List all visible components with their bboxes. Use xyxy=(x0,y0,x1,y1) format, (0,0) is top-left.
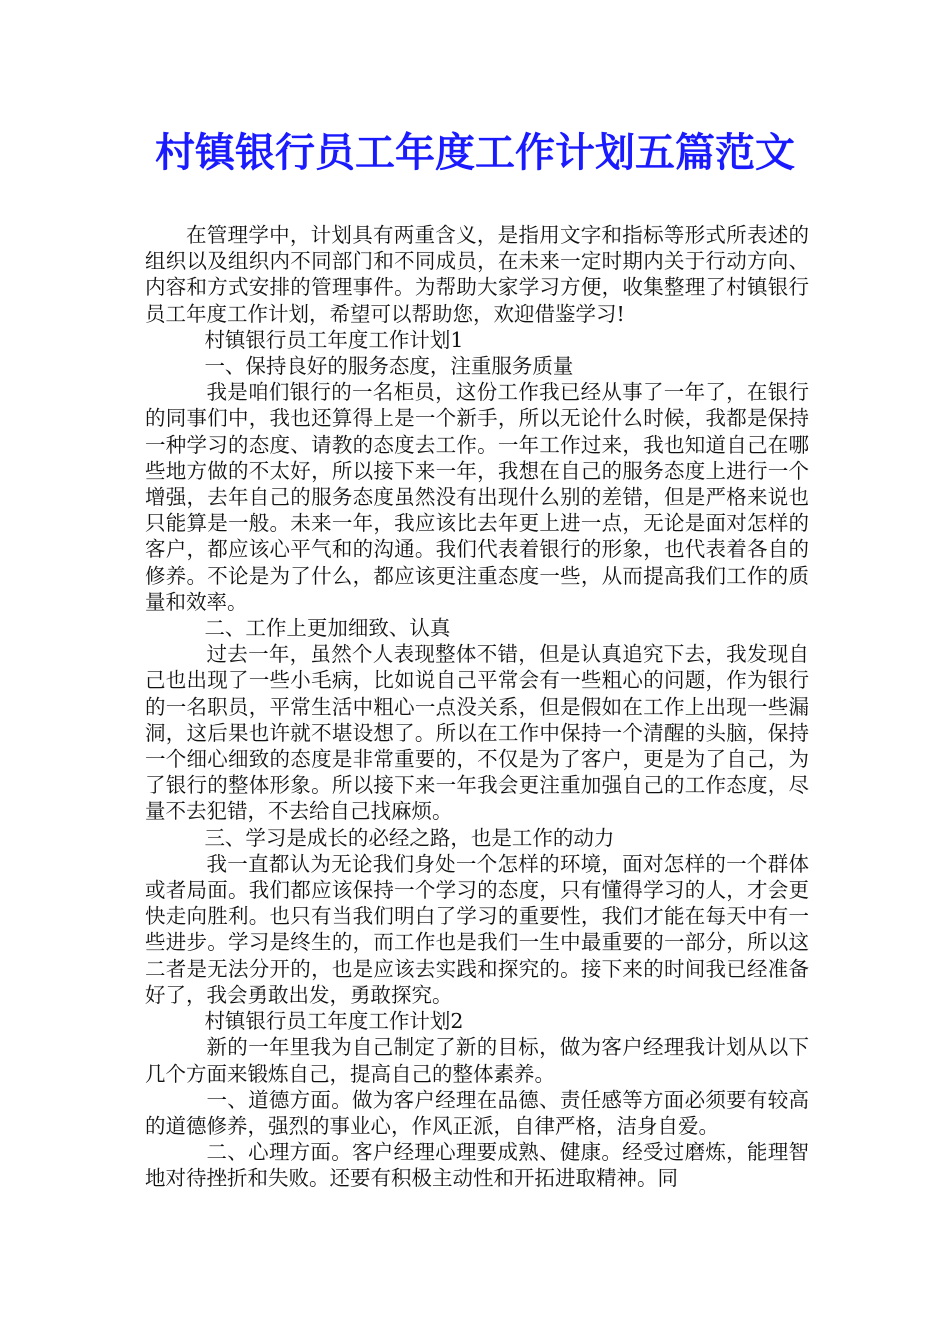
section-heading-plan-1: 村镇银行员工年度工作计划1 xyxy=(204,327,464,352)
subheading-careful-work: 二、工作上更加细致、认真 xyxy=(204,616,451,641)
paragraph-plan-2-intro: 新的一年里我为自己制定了新的目标，做为客户经理我计划从以下几个方面来锻炼自己，提高自己的整体素养。 xyxy=(145,1035,809,1086)
paragraph-learning: 我一直都认为无论我们身处一个怎样的环境，面对怎样的一个群体或者局面。我们都应该保持一个学习的态度，只有懂得学习的人，才会更快走向胜利。也只有当我们明白了学习的重要性，我们才能在每天中有一些进步。学习是终生的，而工作也是我们一生中最重要的一部分，所以这二者是无法分开的，也是应该去实践和探究的。接下来的时间我已经准备好了，我会勇敢出发，勇敢探究。 xyxy=(145,851,809,1007)
paragraph-morality: 一、道德方面。做为客户经理在品德、责任感等方面必须要有较高的道德修养，强烈的事业心，作风正派，自律严格，洁身自爱。 xyxy=(145,1087,809,1138)
paragraph-service-attitude: 我是咱们银行的一名柜员，这份工作我已经从事了一年了，在银行的同事们中，我也还算得上是一个新手，所以无论什么时候，我都是保持一种学习的态度、请教的态度去工作。一年工作过来，我也知道自己在哪些地方做的不太好，所以接下来一年，我想在自己的服务态度上进行一个增强，去年自己的服务态度虽然没有出现什么别的差错，但是严格来说也只能算是一般。未来一年，我应该比去年更上进一点，无论是面对怎样的客户，都应该心平气和的沟通。我们代表着银行的形象，也代表着各自的修养。不论是为了什么，都应该更注重态度一些，从而提高我们工作的质量和效率。 xyxy=(145,380,809,614)
document-body xyxy=(145,222,809,1192)
subheading-learning: 三、学习是成长的必经之路，也是工作的动力 xyxy=(204,825,615,850)
document-title: 村镇银行员工年度工作计划五篇范文 xyxy=(155,129,795,176)
paragraph-psychology: 二、心理方面。客户经理心理要成熟、健康。经受过磨炼，能理智地对待挫折和失败。还要有积极主动性和开拓进取精神。同 xyxy=(145,1140,809,1191)
subheading-service-attitude: 一、保持良好的服务态度，注重服务质量 xyxy=(204,354,574,379)
intro-paragraph: 在管理学中，计划具有两重含义，是指用文字和指标等形式所表述的组织以及组织内不同部门和不同成员，在未来一定时期内关于行动方向、内容和方式安排的管理事件。为帮助大家学习方便，收集整理了村镇银行员工年度工作计划，希望可以帮助您，欢迎借鉴学习! xyxy=(145,223,809,326)
paragraph-careful-work: 过去一年，虽然个人表现整体不错，但是认真追究下去，我发现自己也出现了一些小毛病，比如说自己平常会有一些粗心的问题，作为银行的一名职员，平常生活中粗心一点没关系，但是假如在工作上出现一些漏洞，这后果也许就不堪设想了。所以在工作中保持一个清醒的头脑，保持一个细心细致的态度是非常重要的，不仅是为了客户，更是为了自己，为了银行的整体形象。所以接下来一年我会更注重加强自己的工作态度，尽量不去犯错，不去给自己找麻烦。 xyxy=(145,642,809,824)
section-heading-plan-2: 村镇银行员工年度工作计划2 xyxy=(204,1009,464,1034)
